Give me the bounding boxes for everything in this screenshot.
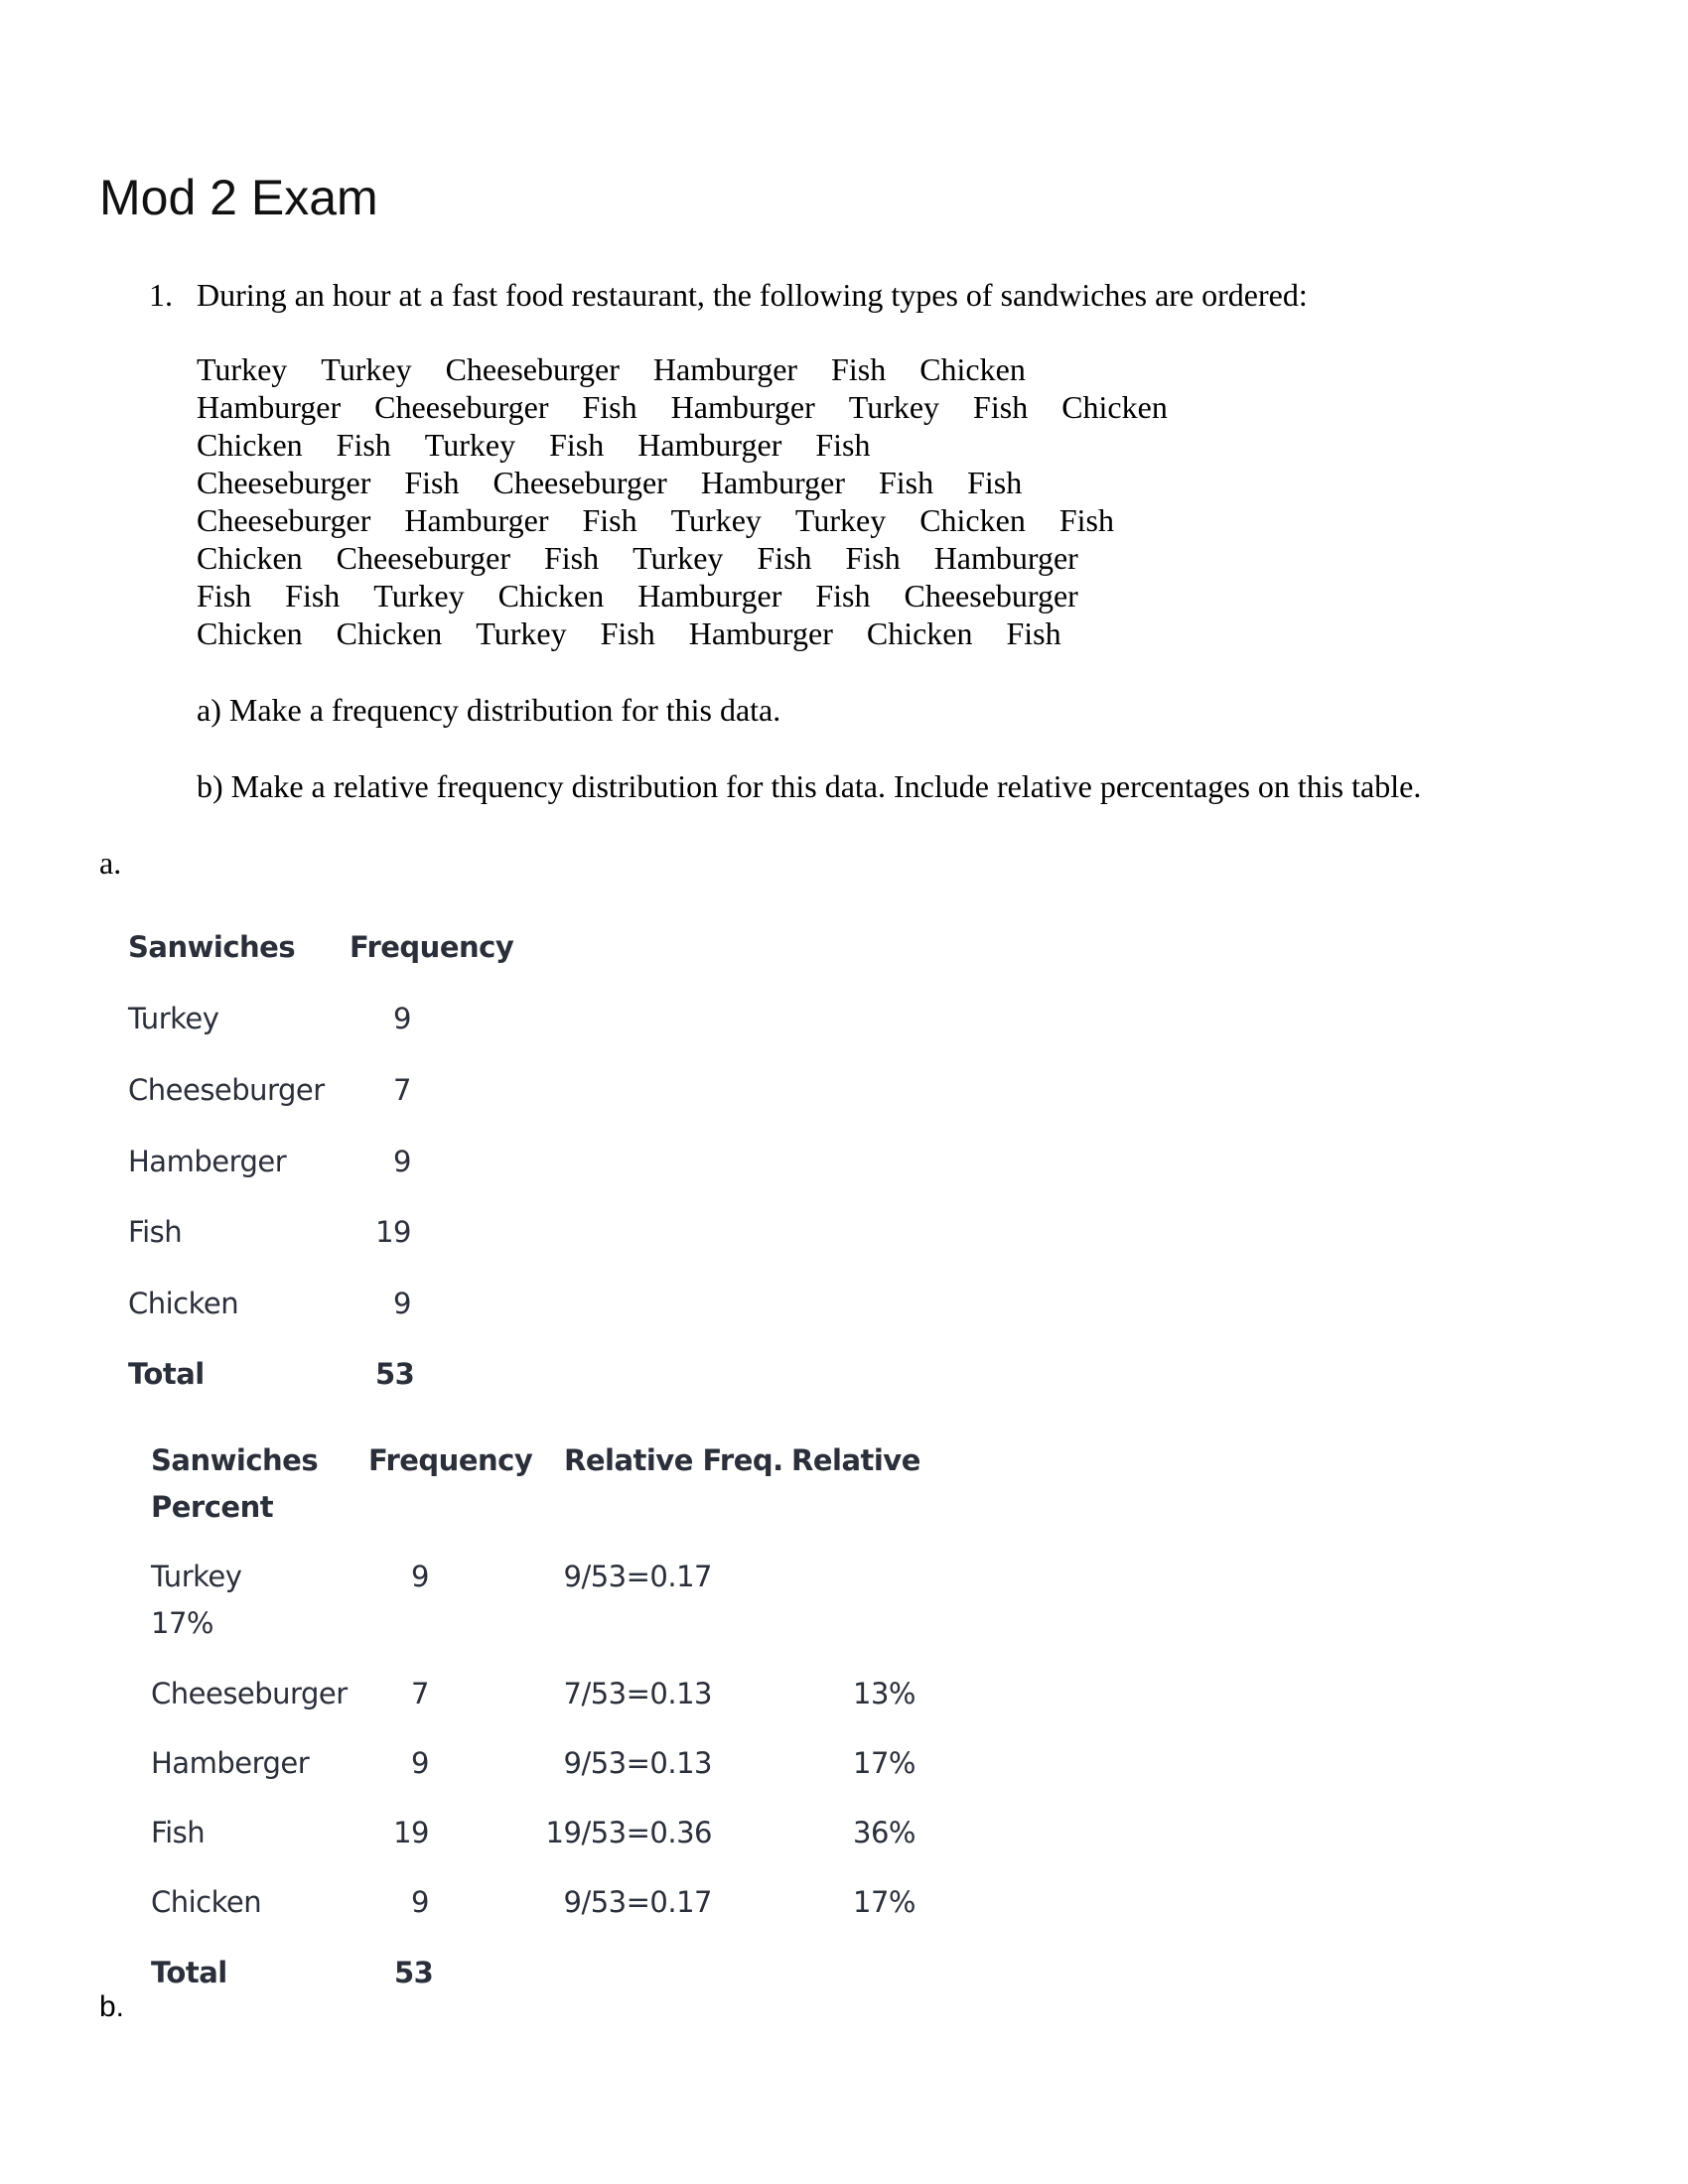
frequency-value: 19 — [375, 1215, 411, 1249]
frequency-value: 9 — [411, 1560, 429, 1593]
sandwich-name: Turkey — [128, 1002, 219, 1035]
sandwich-entry: Fish — [404, 465, 460, 500]
sandwich-entry: Fish — [831, 351, 887, 387]
sandwich-entry: Turkey — [476, 615, 567, 651]
sandwich-name: Chicken — [128, 1287, 239, 1320]
question-text: During an hour at a fast food restaurant, the following types of sandwiches are ordered: — [197, 277, 1308, 313]
total-label: Total — [151, 1956, 227, 1989]
sandwich-entry: Chicken — [336, 615, 443, 651]
data-line — [197, 617, 1095, 649]
sandwich-entry: Fish — [600, 615, 655, 651]
sandwich-entry: Fish — [197, 578, 252, 614]
header-relative-freq: Relative Freq. — [564, 1443, 783, 1477]
sandwich-entry: Cheeseburger — [904, 578, 1078, 614]
sandwich-entry: Turkey — [373, 578, 465, 614]
part-b-prompt: b) Make a relative frequency distribution for this data. Include relative percentages on this table. — [197, 768, 1422, 804]
sandwich-name: Hamberger — [128, 1145, 287, 1178]
sandwich-entry: Turkey — [848, 389, 940, 425]
sandwich-entry: Fish — [543, 540, 600, 576]
sandwich-entry: Fish — [967, 465, 1023, 500]
sandwich-entry: Turkey — [633, 540, 724, 576]
relative-frequency-value: 19/53=0.36 — [545, 1816, 712, 1849]
frequency-value: 9 — [393, 1287, 411, 1320]
frequency-value: 7 — [393, 1073, 411, 1107]
sandwich-entry: Hamburger — [404, 502, 549, 538]
sandwich-entry: Fish — [845, 540, 901, 576]
data-line — [197, 429, 904, 461]
sandwich-entry: Hamburger — [688, 615, 833, 651]
sandwich-name: Fish — [128, 1215, 183, 1249]
relative-percent-value: 17% — [151, 1606, 213, 1640]
sandwich-entry: Turkey — [197, 351, 288, 387]
sandwich-entry: Chicken — [497, 578, 605, 614]
header-frequency: Frequency — [350, 930, 514, 964]
relative-percent-value: 17% — [853, 1746, 915, 1780]
sandwich-entry: Fish — [815, 578, 871, 614]
sandwich-entry: Hamburger — [637, 427, 782, 463]
sandwich-entry: Hamburger — [933, 540, 1078, 576]
relative-percent-value: 36% — [853, 1816, 915, 1849]
relative-frequency-value: 7/53=0.13 — [563, 1677, 712, 1710]
answer-b-label: b. — [99, 1990, 125, 2023]
sandwich-entry: Fish — [878, 465, 934, 500]
header-sandwiches: Sanwiches — [128, 930, 296, 964]
sandwich-name: Fish — [151, 1816, 206, 1849]
frequency-value: 9 — [393, 1002, 411, 1035]
sandwich-entry: Fish — [1006, 615, 1061, 651]
data-line — [197, 353, 1059, 385]
data-line — [197, 467, 1055, 498]
data-line — [197, 391, 1201, 423]
sandwich-entry: Chicken — [197, 615, 303, 651]
total-label: Total — [128, 1357, 205, 1391]
sandwich-entry: Chicken — [919, 502, 1026, 538]
relative-percent-value: 13% — [853, 1677, 915, 1710]
frequency-value: 7 — [411, 1677, 429, 1710]
sandwich-entry: Turkey — [670, 502, 762, 538]
part-a-prompt: a) Make a frequency distribution for this data. — [197, 692, 781, 728]
sandwich-name: Turkey — [151, 1560, 242, 1593]
question-number: 1. — [149, 277, 173, 313]
sandwich-entry: Cheeseburger — [445, 351, 620, 387]
sandwich-entry: Hamburger — [670, 389, 815, 425]
frequency-value: 9 — [393, 1145, 411, 1178]
header-relative: Relative — [791, 1443, 920, 1477]
sandwich-entry: Chicken — [919, 351, 1026, 387]
sandwich-entry: Fish — [815, 427, 871, 463]
sandwich-entry: Fish — [582, 502, 637, 538]
sandwich-entry: Chicken — [1061, 389, 1168, 425]
sandwich-entry: Hamburger — [197, 389, 342, 425]
sandwich-entry: Cheeseburger — [374, 389, 549, 425]
answer-a-label: a. — [99, 845, 122, 881]
sandwich-entry: Hamburger — [700, 465, 845, 500]
sandwich-entry: Fish — [757, 540, 812, 576]
sandwich-entry: Cheeseburger — [197, 465, 371, 500]
sandwich-entry: Chicken — [866, 615, 973, 651]
sandwich-entry: Chicken — [197, 427, 303, 463]
page-title: Mod 2 Exam — [99, 170, 378, 225]
relative-frequency-value: 9/53=0.17 — [563, 1885, 712, 1919]
sandwich-entry: Cheeseburger — [492, 465, 667, 500]
sandwich-entry: Fish — [549, 427, 605, 463]
sandwich-entry: Chicken — [197, 540, 303, 576]
sandwich-entry: Fish — [973, 389, 1029, 425]
sandwich-entry: Fish — [1058, 502, 1114, 538]
data-line — [197, 580, 1112, 612]
data-line — [197, 542, 1112, 574]
sandwich-name: Hamberger — [151, 1746, 310, 1780]
header-sandwiches: Sanwiches — [151, 1443, 319, 1477]
relative-frequency-value: 9/53=0.17 — [563, 1560, 712, 1593]
sandwich-entry: Hamburger — [637, 578, 782, 614]
data-line — [197, 504, 1148, 536]
sandwich-entry: Turkey — [794, 502, 887, 538]
relative-frequency-value: 9/53=0.13 — [563, 1746, 712, 1780]
sandwich-name: Cheeseburger — [128, 1073, 325, 1107]
sandwich-entry: Cheeseburger — [197, 502, 371, 538]
sandwich-name: Chicken — [151, 1885, 262, 1919]
relative-percent-value: 17% — [853, 1885, 915, 1919]
sandwich-entry: Fish — [336, 427, 391, 463]
total-value: 53 — [394, 1956, 434, 1989]
sandwich-name: Cheeseburger — [151, 1677, 348, 1710]
total-value: 53 — [375, 1357, 415, 1391]
sandwich-entry: Fish — [285, 578, 341, 614]
sandwich-entry: Hamburger — [652, 351, 798, 387]
sandwich-entry: Cheeseburger — [336, 540, 510, 576]
frequency-value: 9 — [411, 1885, 429, 1919]
header-percent: Percent — [151, 1490, 274, 1524]
header-frequency: Frequency — [368, 1443, 533, 1477]
sandwich-entry: Turkey — [321, 351, 412, 387]
frequency-value: 9 — [411, 1746, 429, 1780]
sandwich-entry: Turkey — [424, 427, 516, 463]
frequency-value: 19 — [393, 1816, 429, 1849]
sandwich-entry: Fish — [582, 389, 637, 425]
